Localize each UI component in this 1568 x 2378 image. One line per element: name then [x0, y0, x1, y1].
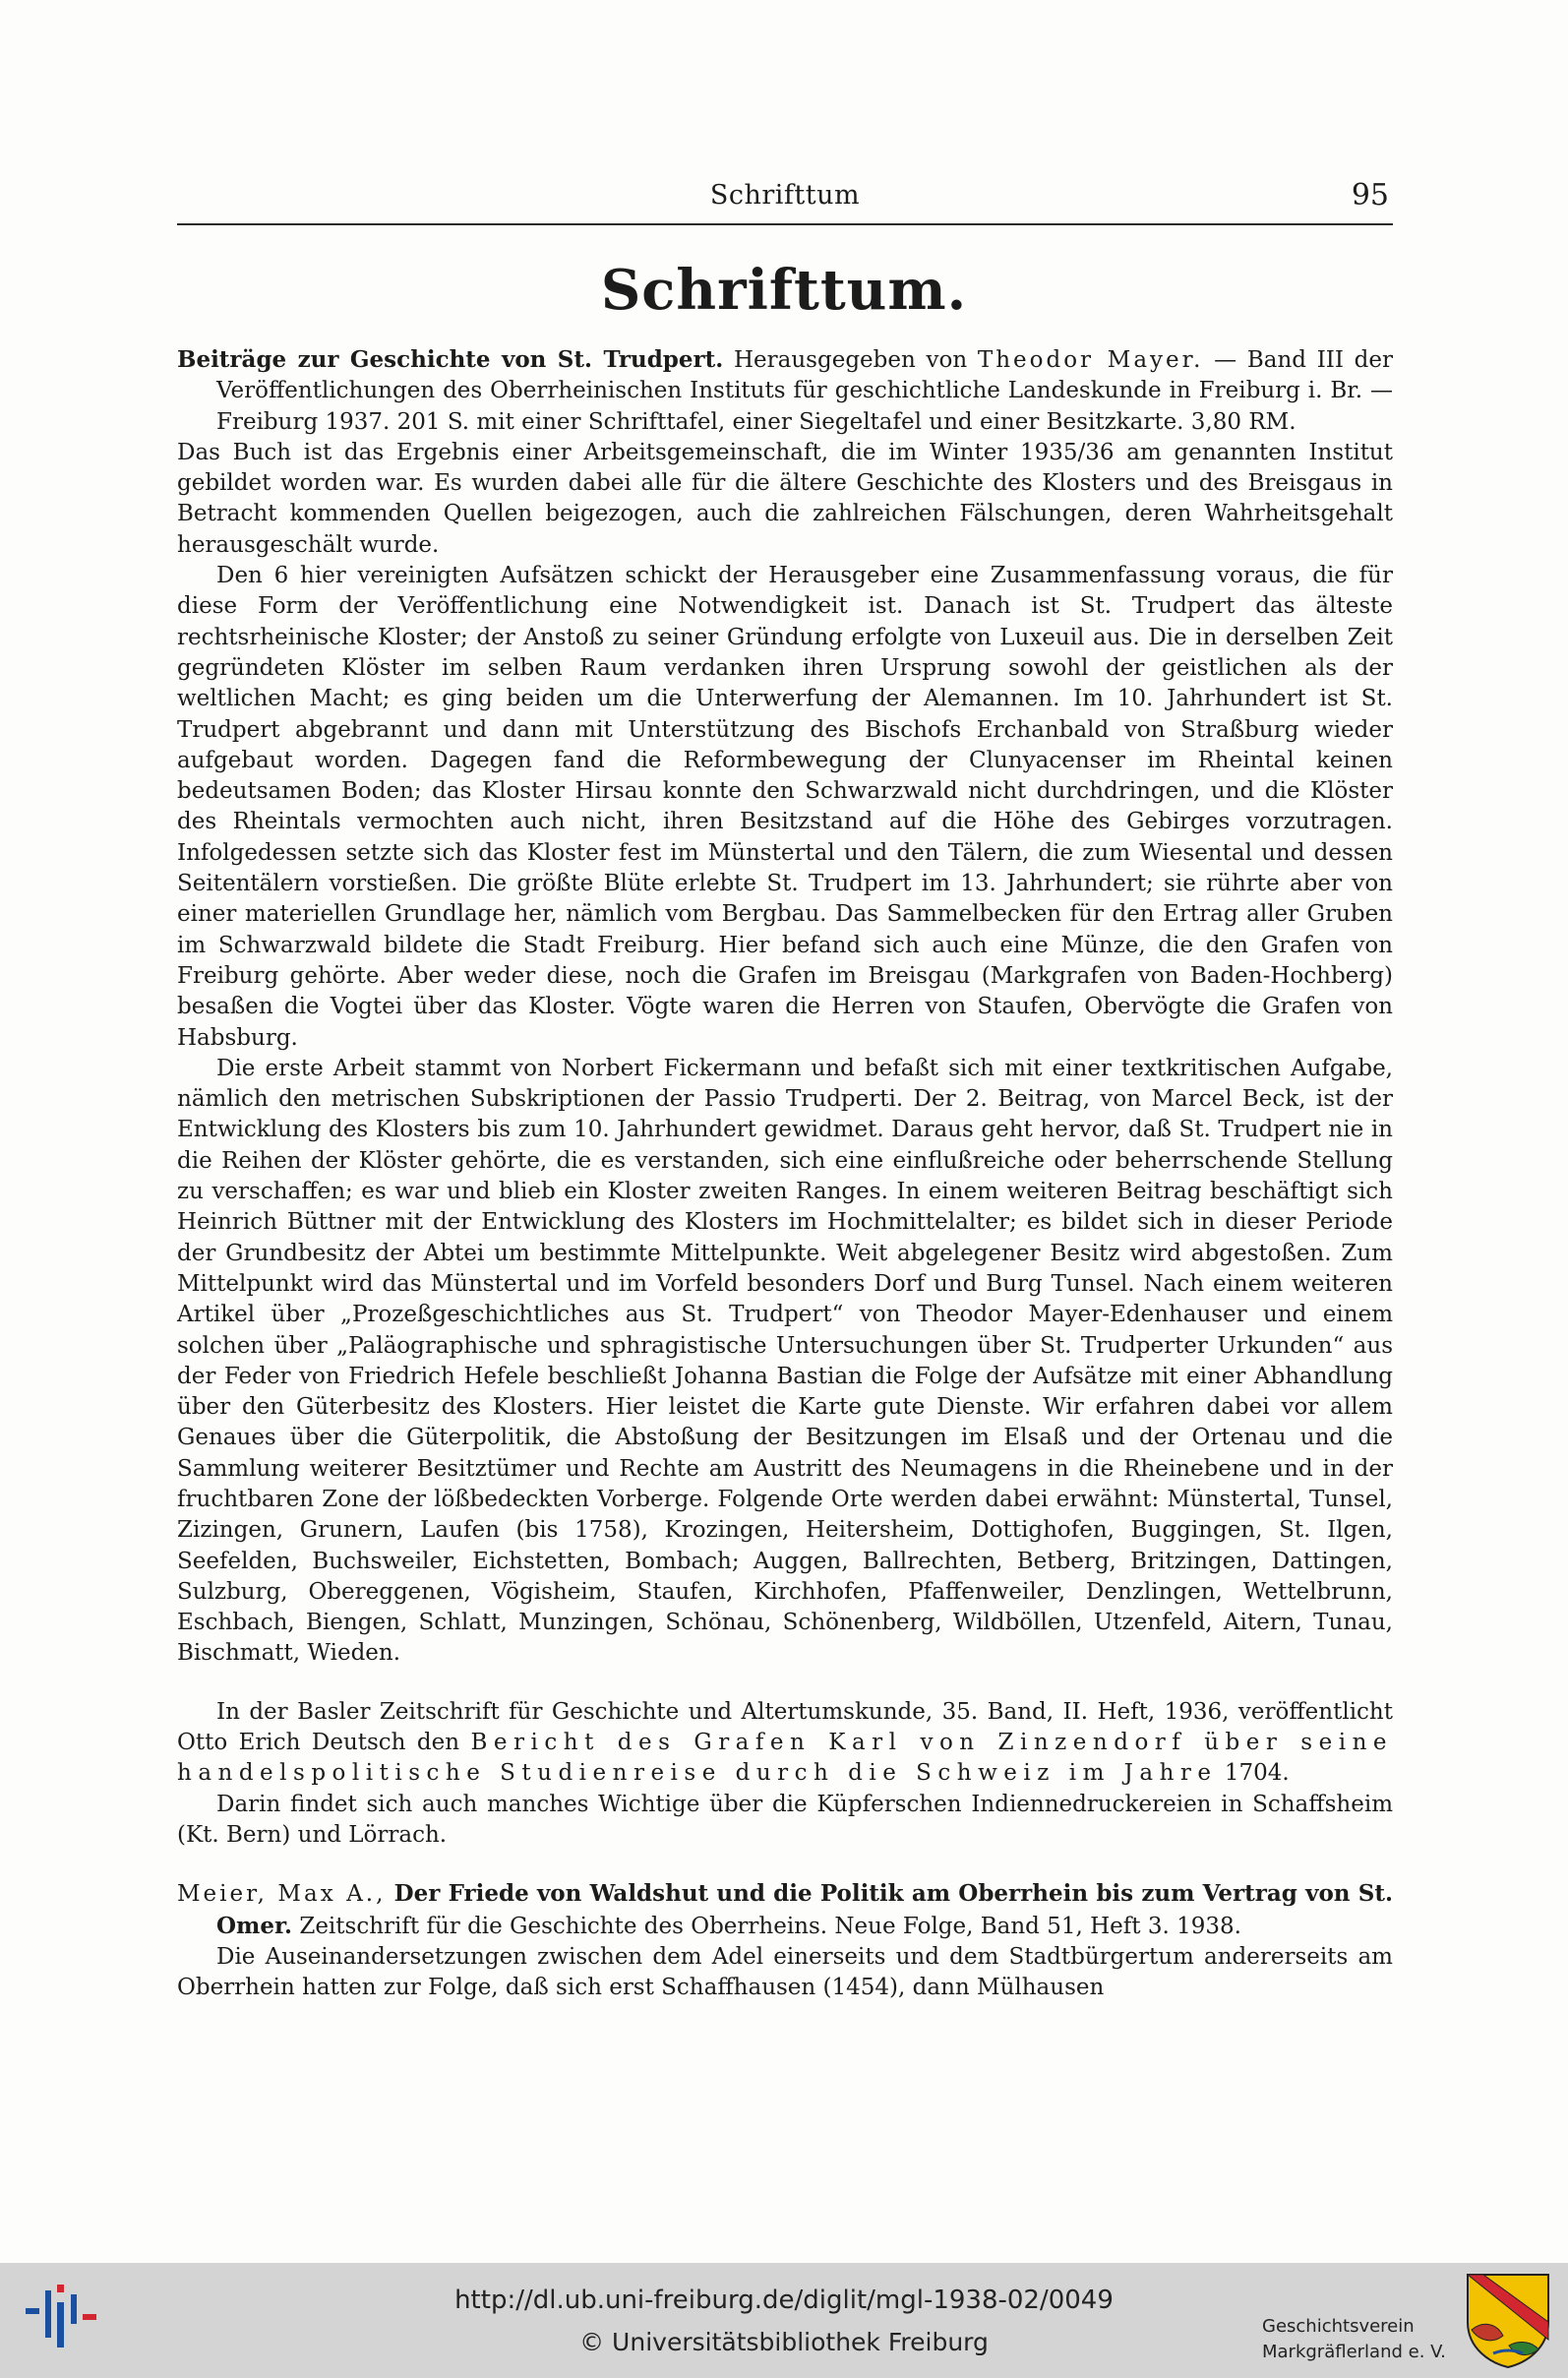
running-title: Schrifttum: [709, 180, 861, 211]
entry-editor: Theodor Mayer.: [977, 347, 1204, 373]
review-paragraph: Den 6 hier vereinigten Aufsätzen schickt der Herausgeber eine Zusammenfassung voraus, die für diese Form der Veröffentlichung eine Notwendigkeit ist. Danach ist St. Trudpert das älteste rechtsrheinische Kloster; der Anstoß zu seiner Gründung erfolgte von Luxeuil aus. Die in derselben Zeit gegründeten Klöster im selben Raum verdanken ihren Ursprung sowohl der geistlichen als der weltlichen Macht; es ging beiden um die Unterwerfung der Alemannen. Im 10. Jahrhundert ist St. Trudpert abgebrannt und dann mit Unterstützung des Bischofs Erchanbald von Straßburg wieder aufgebaut worden. Dagegen fand die Reformbewegung der Clunyacenser im Rheintal keinen bedeutsamen Boden; das Kloster Hirsau konnte den Schwarzwald nicht durchdringen, und die Klöster des Rheintals vermochten auch nicht, ihren Besitzstand auf die Höhe des Gebirges vorzutragen. Infolgedessen setzte sich das Kloster fest im Münstertal und den Tälern, die zum Wiesental und dessen Seitentälern vorstießen. Die größte Blüte erlebte St. Trudpert im 13. Jahrhundert; sie rührte aber von einer materiellen Grundlage her, nämlich vom Bergbau. Das Sammelbecken für den Ertrag aller Gruben im Schwarzwald bildete die Stadt Freiburg. Hier befand sich auch eine Münze, die den Grafen von Freiburg gehörte. Aber weder diese, noch die Grafen im Breisgau (Markgrafen von Baden-Hochberg) besaßen die Vogtei über das Kloster. Vögte waren die Herren von Staufen, Obervögte die Grafen von Habsburg.: [177, 563, 1393, 1051]
note-spaced-title: Bericht des Grafen Karl von Zinzendorf über seine handelspolitische Studienreise durch die Schweiz im Jahre: [177, 1730, 1393, 1787]
entry-title: Der Friede von Waldshut und die Politik am Oberrhein bis zum Vertrag von St. Omer.: [216, 1880, 1393, 1939]
footer-bar: [0, 2263, 1568, 2378]
entry-pre-editor: Herausgegeben von: [723, 347, 978, 373]
society-line-1: Geschichtsverein: [1262, 2316, 1415, 2337]
society-name: [1262, 2314, 1459, 2365]
society-line-2: Markgräflerland e. V.: [1262, 2342, 1446, 2362]
note-paragraph: Darin findet sich auch manches Wichtige über die Küpferschen Indiennedruckereien in Schaffsheim (Kt. Bern) und Lörrach.: [177, 1791, 1393, 1848]
coat-of-arms-icon: [1464, 2271, 1552, 2369]
note-year: 1704.: [1217, 1760, 1290, 1787]
entry-title: Beiträge zur Geschichte von St. Trudpert.: [177, 346, 724, 373]
footer-url-link[interactable]: http://dl.ub.uni-freiburg.de/diglit/mgl-1938-02/0049: [454, 2286, 1114, 2315]
review-paragraph: Das Buch ist das Ergebnis einer Arbeitsgemeinschaft, die im Winter 1935/36 am genannten Institut gebildet worden war. Es wurden dabei alle für die ältere Geschichte des Klosters und des Breisgaus in Betracht kommenden Quellen beigezogen, auch die zahlreichen Fälschungen, deren Wahrheitsgehalt herausgeschält wurde.: [177, 439, 1393, 558]
article-body: [177, 344, 1393, 2003]
page-number: 95: [1351, 178, 1389, 213]
review-paragraph: Die Auseinandersetzungen zwischen dem Adel einerseits und dem Stadtbürgertum andererseits am Oberrhein hatten zur Folge, daß sich erst Schaffhausen (1454), dann Mülhausen: [177, 1943, 1393, 2001]
review-entry-citation: [177, 344, 1393, 438]
entry-author: Meier, Max A.,: [177, 1881, 387, 1908]
note-paragraph: [177, 1697, 1393, 1790]
footer-copyright: © Universitätsbibliothek Freiburg: [579, 2328, 989, 2356]
review-entry-citation: [177, 1878, 1393, 1942]
note-intro: In der Basler Zeitschrift für Geschichte und Altertumskunde, 35. Band, II. Heft, 1936, veröffentlicht Otto Erich Deutsch den: [177, 1698, 1393, 1756]
review-paragraph: Die erste Arbeit stammt von Norbert Fickermann und befaßt sich mit einer textkritischen Aufgabe, nämlich den metrischen Subskriptionen der Passio Trudperti. Der 2. Beitrag, von Marcel Beck, ist der Entwicklung des Klosters bis zum 10. Jahrhundert gewidmet. Daraus geht hervor, daß St. Trudpert nie in die Reihen der Klöster gehörte, die es verstanden, sich eine einflußreiche oder beherrschende Stellung zu verschaffen; es war und blieb ein Kloster zweiten Ranges. In einem weiteren Beitrag beschäftigt sich Heinrich Büttner mit der Entwicklung des Klosters im Hochmittelalter; es bildet sich in dieser Periode der Grundbesitz der Abtei um bestimmte Mittelpunkte. Weit abgelegener Besitz wird abgestoßen. Zum Mittelpunkt wird das Münstertal und im Vorfeld besonders Dorf und Burg Tunsel. Nach einem weiteren Artikel über „Prozeßgeschichtliches aus St. Trudpert“ von Theodor Mayer-Edenhauser und einem solchen über „Paläographische und sphragistische Untersuchungen über St. Trudperter Urkunden“ aus der Feder von Friedrich Hefele beschließt Johanna Bastian die Folge der Aufsätze mit einer Abhandlung über den Güterbesitz des Klosters. Hier leistet die Karte gute Dienste. Wir erfahren dabei vor allem Genaues über die Güterpolitik, die Abstoßung der Besitzungen im Elsaß und der Ortenau und die Sammlung weiterer Besitztümer und Rechte am Austritt des Neumagens in die Rheinebene und in der fruchtbaren Zone der lößbedeckten Vorberge. Folgende Orte werden dabei erwähnt: Münstertal, Tunsel, Zizingen, Grunern, Laufen (bis 1758), Krozingen, Heitersheim, Dottighofen, Buggingen, St. Ilgen, Seefelden, Buchsweiler, Eichstetten, Bombach; Auggen, Ballrechten, Betberg, Britzingen, Dattingen, Sulzburg, Obereggenen, Vögisheim, Staufen, Kirchhofen, Pfaffenweiler, Denzlingen, Wettelbrunn, Eschbach, Biengen, Schlatt, Munzingen, Schönau, Schönenberg, Wildböllen, Utzenfeld, Aitern, Tunau, Bischmatt, Wieden.: [177, 1055, 1393, 1667]
entry-details: — Band III der Veröffentlichungen des Oberrheinischen Instituts für geschichtliche Landeskunde in Freiburg i. Br. — Freiburg 1937. 201 S. mit einer Schrifttafel, einer Siegeltafel und einer Besitzkarte. 3,80 RM.: [216, 347, 1393, 435]
entry-details: Zeitschrift für die Geschichte des Oberrheins. Neue Folge, Band 51, Heft 3. 1938.: [292, 1913, 1241, 1939]
section-title: Schrifttum.: [600, 258, 968, 323]
running-header: [177, 180, 1393, 225]
